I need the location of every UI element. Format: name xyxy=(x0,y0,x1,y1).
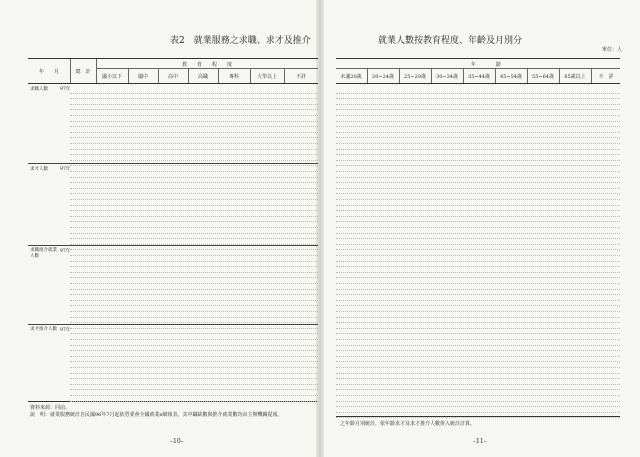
unit-label: 單位：人 xyxy=(602,47,623,53)
age-col-header: 不 詳 xyxy=(598,74,614,80)
section-label: 求才人數 xyxy=(30,167,48,172)
education-group-header: 教 育 程 度 xyxy=(181,62,232,68)
section-year: 97年 xyxy=(60,167,71,172)
age-col-header: 未滿20歲 xyxy=(340,74,362,80)
edu-col-header: 高中 xyxy=(167,74,178,80)
section-label: 求職人數 xyxy=(30,87,48,92)
edu-col-header: 高職 xyxy=(197,74,208,80)
table-row-rule xyxy=(336,412,620,419)
right-page-title: 就業人數按教育程度、年齡及月別分 xyxy=(378,36,523,46)
edu-col-header: 國中 xyxy=(137,74,148,80)
edu-col-header: 專科 xyxy=(228,74,239,80)
age-col-header: 55~64歲 xyxy=(532,74,554,80)
period-header: 年 月 xyxy=(38,69,59,75)
section-year: 97年 xyxy=(60,87,71,92)
right-statistics-table xyxy=(336,58,620,417)
section-year: 97年 xyxy=(60,328,71,333)
edu-col-header: 大學以上 xyxy=(256,74,277,80)
age-col-header: 65歲以上 xyxy=(564,74,586,80)
right-footnote-note: 之年齡月別統計，依年齡求才及求才推介人數併入統計計算。 xyxy=(340,421,476,427)
left-page-number: –10– xyxy=(170,438,184,445)
edu-col-header: 不詳 xyxy=(295,74,306,80)
age-group-header: 年 齡 xyxy=(470,62,501,68)
left-footnote-source: 資料來源：同前。 xyxy=(30,405,71,411)
age-col-header: 45~54歲 xyxy=(500,74,522,80)
right-table-header xyxy=(336,59,620,84)
left-statistics-table xyxy=(28,58,318,402)
right-page-number: –11– xyxy=(473,438,487,445)
section-year: 97年 xyxy=(60,249,71,254)
age-col-header: 35~44歲 xyxy=(468,74,490,80)
section-label: 求才推介人數 xyxy=(30,327,57,332)
age-col-header: 30~34歲 xyxy=(436,74,458,80)
table-row-rule xyxy=(70,395,318,402)
age-col-header: 25~29歲 xyxy=(404,74,426,80)
left-table-header xyxy=(28,59,318,84)
total-header: 總 計 xyxy=(75,69,91,75)
left-footnote-note: 說 明：就業服務統計自民國96年7月起依勞委會全國就業e網報表，其中職缺數與推介就業數均由主辦機關提報。 xyxy=(30,412,283,418)
edu-col-header: 國小以下 xyxy=(101,74,122,80)
section-label: 求職推介就業人數 xyxy=(30,248,57,259)
age-col-header: 20~24歲 xyxy=(372,74,394,80)
left-page-title: 表2 就業服務之求職、求才及推介 xyxy=(170,36,311,46)
